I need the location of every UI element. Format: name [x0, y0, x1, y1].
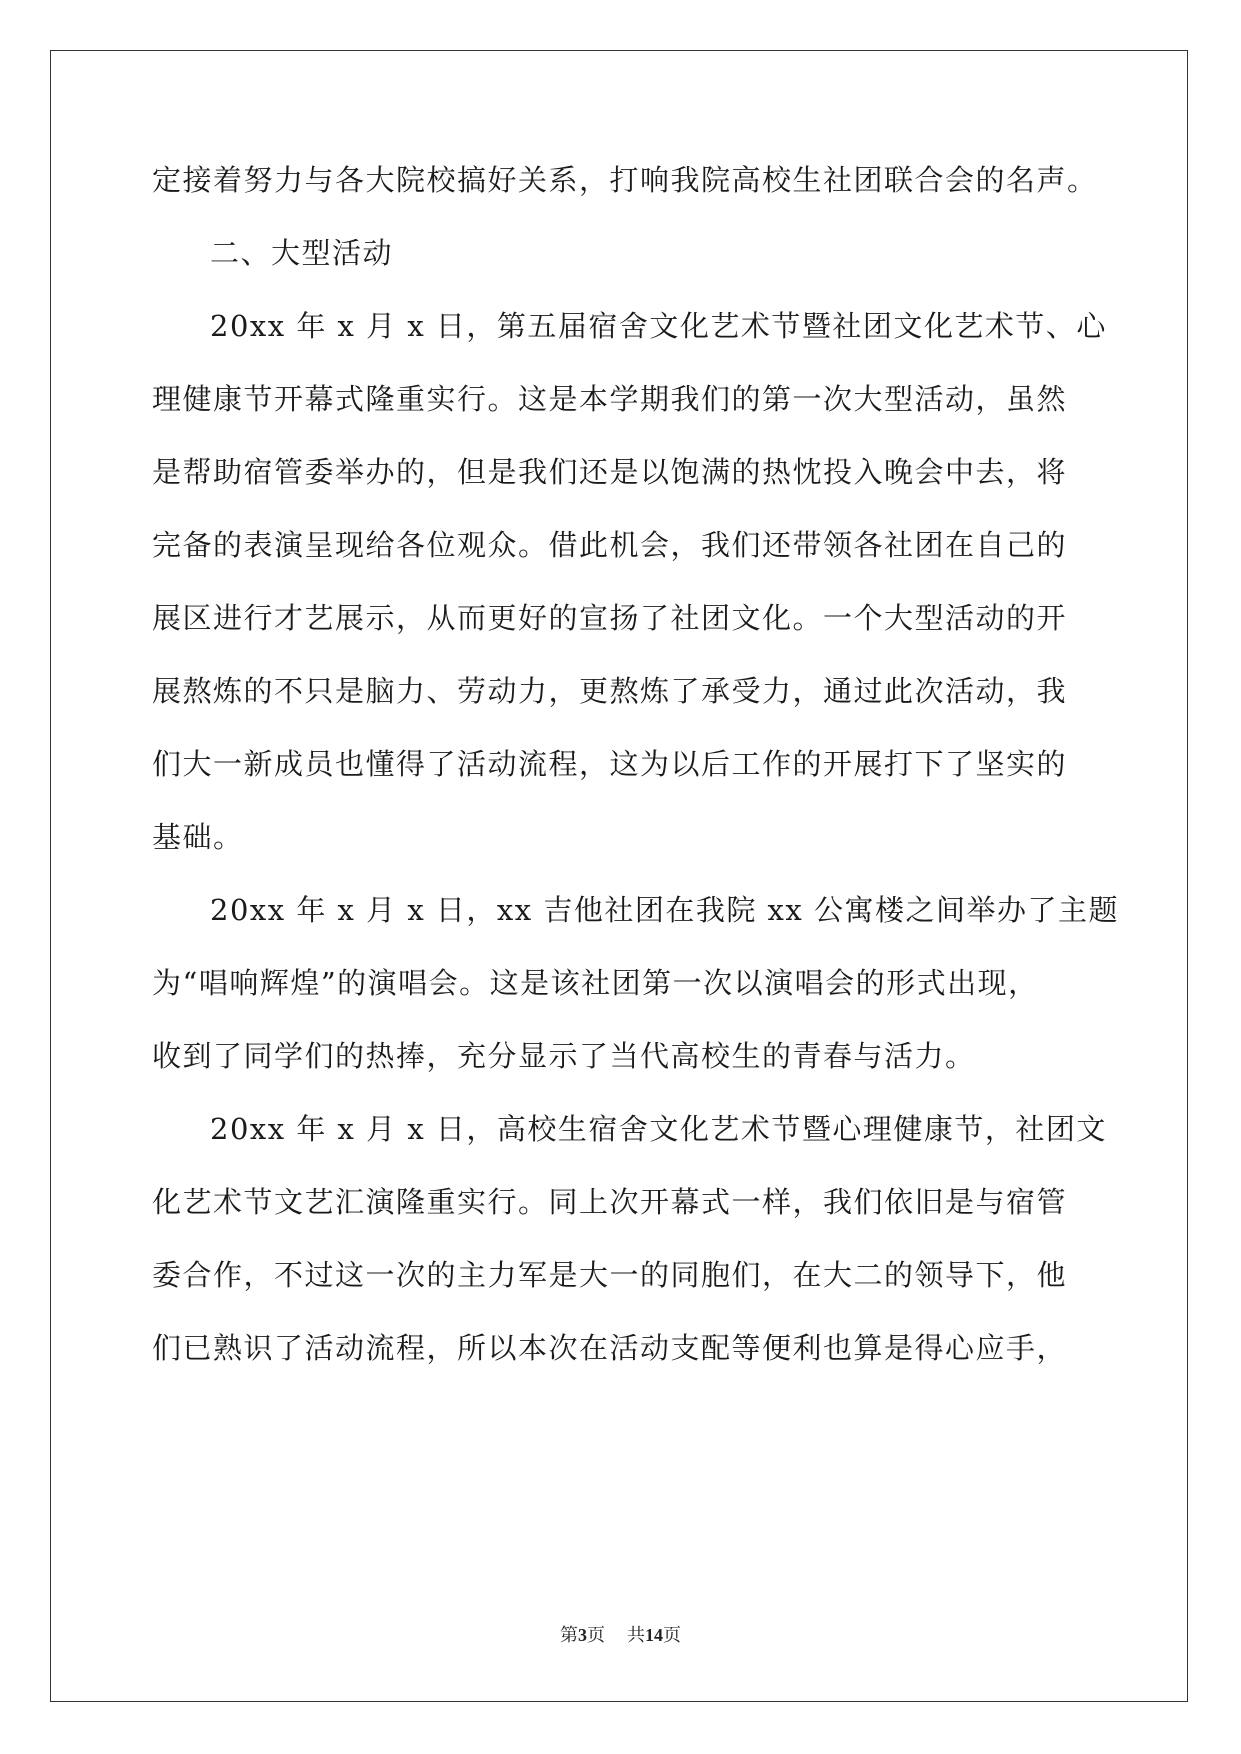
total-suffix: 页: [663, 1625, 681, 1645]
text-line: 化艺术节文艺汇演隆重实行。同上次开幕式一样，我们依旧是与宿管: [152, 1185, 1068, 1219]
page-number: 3: [578, 1625, 587, 1645]
page-border: [50, 50, 1188, 1702]
text-line: 理健康节开幕式隆重实行。这是本学期我们的第一次大型活动，虽然: [152, 382, 1068, 416]
text-line: 收到了同学们的热捧，充分显示了当代高校生的青春与活力。: [152, 1039, 976, 1073]
text-line: 20xx 年 x 月 x 日，高校生宿舍文化艺术节暨心理健康节，社团文: [210, 1112, 1107, 1146]
total-pages: 14: [645, 1625, 663, 1645]
text-line: 展熬炼的不只是脑力、劳动力，更熬炼了承受力，通过此次活动，我: [152, 674, 1068, 708]
page-footer: [0, 1621, 1241, 1647]
total-prefix: 共: [627, 1625, 645, 1645]
text-line: 委合作，不过这一次的主力军是大一的同胞们，在大二的领导下，他: [152, 1258, 1068, 1292]
text-line: 是帮助宿管委举办的，但是我们还是以饱满的热忱投入晚会中去，将: [152, 455, 1068, 489]
text-line: 为“唱响辉煌”的演唱会。这是该社团第一次以演唱会的形式出现，: [152, 966, 1039, 1000]
text-line: 定接着努力与各大院校搞好关系，打响我院高校生社团联合会的名声。: [152, 163, 1098, 197]
text-line: 们大一新成员也懂得了活动流程，这为以后工作的开展打下了坚实的: [152, 747, 1068, 781]
text-line: 完备的表演呈现给各位观众。借此机会，我们还带领各社团在自己的: [152, 528, 1068, 562]
text-line: 20xx 年 x 月 x 日，xx 吉他社团在我院 xx 公寓楼之间举办了主题: [210, 893, 1119, 927]
section-heading: 二、大型活动: [210, 236, 394, 270]
text-line: 们已熟识了活动流程，所以本次在活动支配等便利也算是得心应手，: [152, 1331, 1068, 1365]
page-suffix: 页: [587, 1625, 605, 1645]
text-line: 20xx 年 x 月 x 日，第五届宿舍文化艺术节暨社团文化艺术节、心: [210, 309, 1107, 343]
text-line: 展区进行才艺展示，从而更好的宣扬了社团文化。一个大型活动的开: [152, 601, 1068, 635]
page-prefix: 第: [560, 1625, 578, 1645]
text-line: 基础。: [152, 820, 244, 854]
